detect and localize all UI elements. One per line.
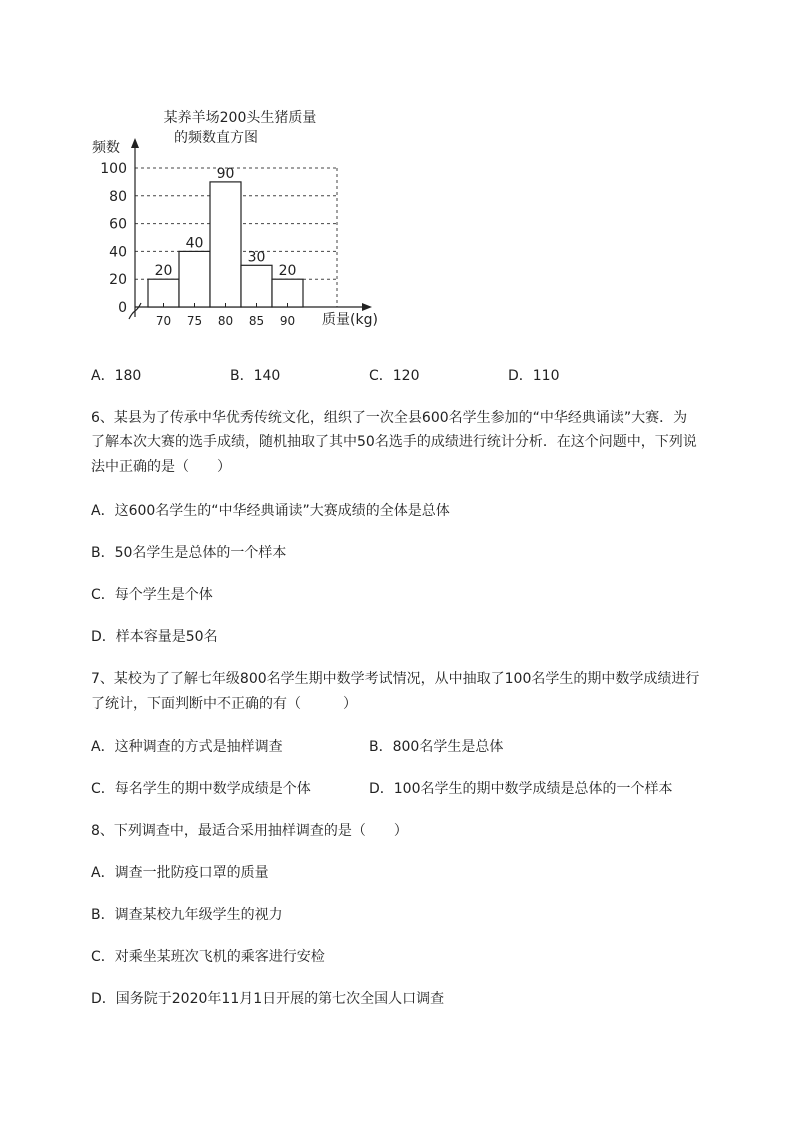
y-tick-label-40: 40: [109, 244, 127, 261]
y-tick-label-100: 100: [100, 161, 127, 177]
q6-option-b: B．50名学生是总体的一个样本: [91, 545, 287, 561]
y-tick-label-20: 20: [109, 272, 127, 289]
histogram-svg: [90, 100, 390, 340]
bar-value-label-85-90: 30: [247, 249, 266, 266]
x-tick-label-70: 70: [155, 314, 172, 328]
histogram-bar-85-90: [241, 265, 272, 307]
q8-option-a: A．调查一批防疫口罩的质量: [91, 865, 269, 881]
x-tick-label-85: 85: [248, 314, 265, 328]
q7-stem-line-1: 7、某校为了了解七年级800名学生期中数学考试情况，从中抽取了100名学生的期中数学成绩进行: [91, 671, 700, 687]
bar-value-label-70-75: 20: [154, 263, 173, 280]
q8-option-c: C．对乘坐某班次飞机的乘客进行安检: [91, 949, 325, 965]
y-tick-label-60: 60: [109, 216, 127, 233]
q5-option-a: A．180: [91, 368, 142, 384]
histogram-bar-75-80: [179, 251, 210, 307]
q7-option-d: D．100名学生的期中数学成绩是总体的一个样本: [369, 781, 673, 797]
y-tick-label-80: 80: [109, 188, 127, 205]
y-tick-label-0: 0: [118, 300, 127, 316]
histogram-chart: [90, 100, 390, 340]
q7-option-a: A．这种调查的方式是抽样调查: [91, 739, 283, 755]
x-tick-label-90: 90: [279, 314, 296, 328]
q5-option-b: B．140: [230, 368, 281, 384]
y-axis-label: 频数: [92, 140, 120, 156]
y-axis-arrow: [131, 138, 139, 148]
chart-title-line1: 某养羊场200头生猪质量: [163, 110, 317, 126]
bar-value-label-80-85: 90: [216, 165, 235, 182]
q7-stem-line-2: 了统计，下面判断中不正确的有（ ）: [91, 696, 357, 712]
q6-stem-line-2: 了解本次大赛的选手成绩，随机抽取了其中50名选手的成绩进行统计分析．在这个问题中，下列说: [91, 434, 697, 450]
x-tick-label-75: 75: [186, 314, 203, 328]
q6-option-d: D．样本容量是50名: [91, 629, 218, 645]
bar-value-label-75-80: 40: [185, 235, 204, 252]
q7-option-b: B．800名学生是总体: [369, 739, 504, 755]
q6-option-a: A．这600名学生的“中华经典诵读”大赛成绩的全体是总体: [91, 503, 450, 519]
q6-stem-line-1: 6、某县为了传承中华优秀传统文化，组织了一次全县600名学生参加的“中华经典诵读”大赛．为: [91, 410, 688, 426]
q5-option-c: C．120: [369, 368, 420, 384]
q6-stem-line-3: 法中正确的是（ ）: [91, 459, 231, 475]
q8-option-b: B．调查某校九年级学生的视力: [91, 907, 283, 923]
chart-title-line2: 的频数直方图: [174, 130, 258, 146]
q8-stem: 8、下列调查中，最适合采用抽样调查的是（ ）: [91, 823, 408, 839]
histogram-bar-80-85: [210, 182, 241, 307]
q7-option-c: C．每名学生的期中数学成绩是个体: [91, 781, 311, 797]
q6-option-c: C．每个学生是个体: [91, 587, 213, 603]
histogram-bar-90-95: [272, 279, 303, 307]
q8-option-d: D．国务院于2020年11月1日开展的第七次全国人口调查: [91, 991, 445, 1007]
bar-value-label-90-95: 20: [278, 263, 297, 280]
histogram-bar-70-75: [148, 279, 179, 307]
x-axis-arrow: [362, 303, 372, 311]
q5-option-d: D．110: [508, 368, 560, 384]
x-axis-label: 质量(kg): [322, 312, 378, 328]
x-tick-label-80: 80: [217, 314, 234, 328]
